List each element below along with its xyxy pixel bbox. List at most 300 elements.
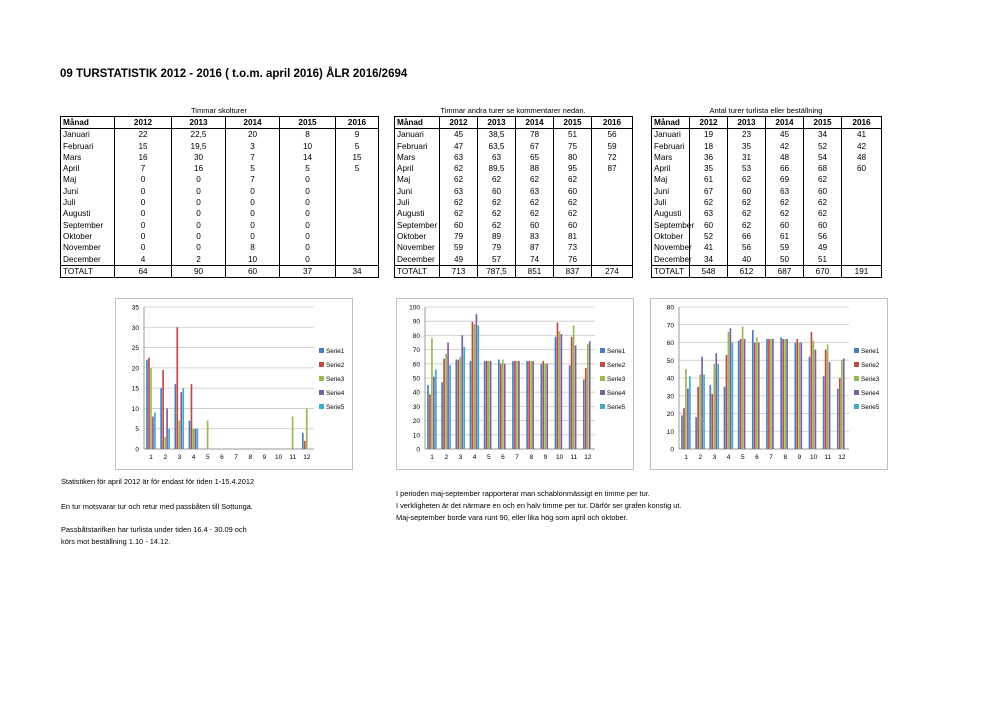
value-cell: 60 xyxy=(842,163,882,174)
total-label: TOTALT xyxy=(395,265,440,277)
value-cell: 22 xyxy=(115,129,172,141)
value-cell xyxy=(842,254,882,266)
value-cell: 62 xyxy=(516,197,554,208)
x-tick-label: 6 xyxy=(501,454,505,461)
total-row xyxy=(652,265,882,277)
value-cell: 50 xyxy=(766,254,804,266)
note-schablon: I perioden maj-september rapporterar man schablonmässigt en timme per tur. xyxy=(396,489,650,498)
bar xyxy=(532,361,534,449)
value-cell: 67 xyxy=(690,186,728,197)
legend-label: Serie5 xyxy=(326,404,345,411)
value-cell: 62 xyxy=(554,174,592,185)
value-cell: 30 xyxy=(172,152,226,163)
month-cell: Februari xyxy=(61,141,115,152)
chart-trip-count xyxy=(650,298,888,470)
legend-swatch xyxy=(854,390,859,395)
value-cell: 3 xyxy=(226,141,280,152)
total-value: 191 xyxy=(842,265,882,277)
bar xyxy=(292,417,294,449)
value-cell: 67 xyxy=(516,141,554,152)
value-cell: 0 xyxy=(226,231,280,242)
table-row xyxy=(61,186,379,197)
value-cell: 69 xyxy=(766,174,804,185)
month-cell: Juli xyxy=(61,197,115,208)
bar xyxy=(681,415,683,449)
column-header: Månad xyxy=(395,117,440,129)
month-cell: Juli xyxy=(652,197,690,208)
bar xyxy=(500,364,502,449)
column-header: 2016 xyxy=(592,117,633,129)
table-row xyxy=(652,242,882,253)
month-cell: Januari xyxy=(652,129,690,141)
column-header: 2016 xyxy=(336,117,379,129)
bar xyxy=(813,341,815,449)
value-cell: 23 xyxy=(728,129,766,141)
x-tick-label: 7 xyxy=(515,454,519,461)
column-header: 2014 xyxy=(766,117,804,129)
bar xyxy=(559,331,561,449)
table-row xyxy=(395,254,633,266)
value-cell: 45 xyxy=(440,129,478,141)
bar xyxy=(585,368,587,449)
value-cell: 72 xyxy=(592,152,633,163)
bar xyxy=(526,361,528,449)
y-tick-label: 60 xyxy=(412,361,420,369)
bar xyxy=(304,441,306,449)
legend-label: Serie3 xyxy=(861,376,880,383)
bar xyxy=(441,382,443,449)
value-cell: 0 xyxy=(115,186,172,197)
bar xyxy=(463,347,465,449)
bar xyxy=(502,360,504,449)
total-value: 274 xyxy=(592,265,633,277)
table-row xyxy=(395,152,633,163)
value-cell: 63 xyxy=(516,186,554,197)
value-cell xyxy=(592,254,633,266)
value-cell: 60 xyxy=(766,220,804,231)
table-row xyxy=(395,163,633,174)
legend-label: Serie2 xyxy=(326,362,345,369)
total-label: TOTALT xyxy=(61,265,115,277)
x-tick-label: 1 xyxy=(149,454,153,461)
legend-swatch xyxy=(319,376,324,381)
table-row xyxy=(395,129,633,141)
bar xyxy=(176,327,178,449)
value-cell: 0 xyxy=(115,231,172,242)
legend-swatch xyxy=(600,348,605,353)
table-row xyxy=(395,197,633,208)
value-cell: 66 xyxy=(728,231,766,242)
bar xyxy=(770,339,772,449)
table-row xyxy=(652,231,882,242)
value-cell: 42 xyxy=(766,141,804,152)
month-cell: September xyxy=(61,220,115,231)
value-cell: 61 xyxy=(690,174,728,185)
y-tick-label: 10 xyxy=(131,405,139,413)
bar xyxy=(717,364,719,449)
value-cell: 0 xyxy=(280,220,336,231)
bar xyxy=(555,337,557,449)
value-cell: 83 xyxy=(516,231,554,242)
value-cell: 54 xyxy=(804,152,842,163)
bar xyxy=(152,417,154,449)
chart-school-hours xyxy=(115,298,353,470)
x-tick-label: 2 xyxy=(163,454,168,461)
x-tick-label: 2 xyxy=(698,454,703,461)
month-cell: Mars xyxy=(395,152,440,163)
total-value: 687 xyxy=(766,265,804,277)
legend-swatch xyxy=(854,404,859,409)
value-cell: 0 xyxy=(115,174,172,185)
value-cell xyxy=(842,231,882,242)
value-cell: 34 xyxy=(804,129,842,141)
value-cell: 68 xyxy=(804,163,842,174)
column-header: Månad xyxy=(652,117,690,129)
bar xyxy=(571,337,573,449)
value-cell: 0 xyxy=(280,254,336,266)
bar xyxy=(766,339,768,449)
table-row xyxy=(652,152,882,163)
y-tick-label: 10 xyxy=(666,428,674,436)
month-cell: April xyxy=(652,163,690,174)
value-cell: 18 xyxy=(690,141,728,152)
month-cell: Augusti xyxy=(61,208,115,219)
bar xyxy=(150,368,152,449)
month-cell: November xyxy=(395,242,440,253)
value-cell: 60 xyxy=(478,186,516,197)
chart-svg xyxy=(116,299,352,469)
bar xyxy=(546,364,548,449)
value-cell: 81 xyxy=(554,231,592,242)
value-cell: 63 xyxy=(690,208,728,219)
column-header: 2012 xyxy=(115,117,172,129)
y-tick-label: 0 xyxy=(135,446,139,454)
month-cell: Januari xyxy=(395,129,440,141)
value-cell: 34 xyxy=(690,254,728,266)
bar xyxy=(768,339,770,449)
column-header: 2012 xyxy=(440,117,478,129)
value-cell: 63 xyxy=(766,186,804,197)
x-tick-label: 8 xyxy=(529,454,534,461)
x-tick-label: 3 xyxy=(458,454,463,461)
table-row xyxy=(652,220,882,231)
y-tick-label: 40 xyxy=(412,389,420,397)
value-cell: 7 xyxy=(115,163,172,174)
month-cell: Augusti xyxy=(395,208,440,219)
value-cell: 56 xyxy=(728,242,766,253)
bar xyxy=(193,429,195,449)
value-cell: 62 xyxy=(554,197,592,208)
bar xyxy=(715,353,717,449)
bar xyxy=(433,377,435,449)
value-cell: 62 xyxy=(728,197,766,208)
table-row xyxy=(61,254,379,266)
bar xyxy=(478,325,480,449)
value-cell: 7 xyxy=(226,174,280,185)
value-cell: 63 xyxy=(440,152,478,163)
value-cell: 62 xyxy=(804,208,842,219)
value-cell: 89 xyxy=(478,231,516,242)
y-tick-label: 80 xyxy=(666,304,674,312)
value-cell: 74 xyxy=(516,254,554,266)
total-value: 64 xyxy=(115,265,172,277)
bar xyxy=(443,359,445,449)
legend-label: Serie3 xyxy=(326,376,345,383)
value-cell: 52 xyxy=(690,231,728,242)
value-cell: 0 xyxy=(226,220,280,231)
month-cell: Januari xyxy=(61,129,115,141)
value-cell xyxy=(592,242,633,253)
bar xyxy=(164,437,166,449)
value-cell: 51 xyxy=(554,129,592,141)
bar xyxy=(796,339,798,449)
bar xyxy=(195,429,197,449)
table-row xyxy=(61,220,379,231)
column-header: Månad xyxy=(61,117,115,129)
value-cell: 0 xyxy=(280,242,336,253)
value-cell: 62 xyxy=(440,208,478,219)
bar xyxy=(182,388,184,449)
bar xyxy=(794,343,796,450)
x-tick-label: 11 xyxy=(289,454,297,461)
bar xyxy=(435,369,437,449)
value-cell: 62 xyxy=(516,174,554,185)
table-row xyxy=(652,163,882,174)
month-cell: Oktober xyxy=(61,231,115,242)
x-tick-label: 12 xyxy=(584,454,592,461)
column-header: 2012 xyxy=(690,117,728,129)
value-cell: 66 xyxy=(766,163,804,174)
bar xyxy=(197,429,199,449)
bar xyxy=(455,360,457,449)
value-cell xyxy=(592,197,633,208)
bar xyxy=(512,361,514,449)
legend-swatch xyxy=(319,404,324,409)
bar xyxy=(726,355,728,449)
y-tick-label: 80 xyxy=(412,332,420,340)
bar xyxy=(470,361,472,449)
bar xyxy=(703,374,705,449)
value-cell: 0 xyxy=(280,197,336,208)
value-cell: 79 xyxy=(478,242,516,253)
table-row xyxy=(652,208,882,219)
value-cell: 88 xyxy=(516,163,554,174)
x-tick-label: 1 xyxy=(430,454,434,461)
bar xyxy=(191,384,193,449)
month-cell: April xyxy=(61,163,115,174)
value-cell: 0 xyxy=(172,242,226,253)
value-cell: 57 xyxy=(478,254,516,266)
bar xyxy=(542,361,544,449)
column-header: 2014 xyxy=(226,117,280,129)
table-caption-trips: Antal turer turlista eller beställning xyxy=(709,106,823,115)
value-cell: 60 xyxy=(804,186,842,197)
table-row xyxy=(61,208,379,219)
month-cell: Oktober xyxy=(652,231,690,242)
bar xyxy=(752,330,754,449)
value-cell xyxy=(592,220,633,231)
x-tick-label: 8 xyxy=(783,454,788,461)
x-tick-label: 4 xyxy=(726,454,731,461)
value-cell: 5 xyxy=(336,163,379,174)
value-cell: 62 xyxy=(554,208,592,219)
value-cell: 4 xyxy=(115,254,172,266)
month-cell: Maj xyxy=(61,174,115,185)
value-cell: 0 xyxy=(226,186,280,197)
x-tick-label: 4 xyxy=(191,454,196,461)
table-row xyxy=(395,242,633,253)
table-row xyxy=(652,174,882,185)
table-caption-other: Timmar andra turer se kommentarer nedan. xyxy=(440,106,586,115)
bar xyxy=(829,362,831,449)
bar xyxy=(484,361,486,449)
value-cell xyxy=(842,242,882,253)
bar xyxy=(695,417,697,449)
total-row xyxy=(61,265,379,277)
column-header: 2015 xyxy=(280,117,336,129)
total-label: TOTALT xyxy=(652,265,690,277)
bar xyxy=(449,365,451,449)
x-tick-label: 2 xyxy=(444,454,449,461)
bar xyxy=(207,421,209,449)
bar xyxy=(809,357,811,449)
x-tick-label: 6 xyxy=(220,454,224,461)
table-row xyxy=(61,197,379,208)
month-cell: December xyxy=(652,254,690,266)
table-row xyxy=(61,129,379,141)
total-value: 787,5 xyxy=(478,265,516,277)
x-tick-label: 5 xyxy=(205,454,210,461)
value-cell: 62 xyxy=(728,220,766,231)
value-cell: 60 xyxy=(728,186,766,197)
value-cell: 20 xyxy=(226,129,280,141)
value-cell: 60 xyxy=(690,220,728,231)
value-cell: 49 xyxy=(440,254,478,266)
value-cell: 0 xyxy=(172,186,226,197)
y-tick-label: 90 xyxy=(412,318,420,326)
value-cell: 45 xyxy=(766,129,804,141)
y-tick-label: 20 xyxy=(131,365,139,373)
table-row xyxy=(61,242,379,253)
legend-label: Serie1 xyxy=(861,348,880,355)
table-row xyxy=(395,231,633,242)
total-value: 851 xyxy=(516,265,554,277)
value-cell: 0 xyxy=(226,208,280,219)
value-cell: 0 xyxy=(226,197,280,208)
bar xyxy=(431,338,433,449)
bar xyxy=(758,343,760,450)
table-trip-count xyxy=(651,116,882,278)
x-tick-label: 12 xyxy=(303,454,311,461)
table-school-hours xyxy=(60,116,379,278)
table-row xyxy=(61,141,379,152)
value-cell xyxy=(336,242,379,253)
bar xyxy=(189,421,191,449)
value-cell: 75 xyxy=(554,141,592,152)
value-cell: 15 xyxy=(115,141,172,152)
value-cell: 5 xyxy=(280,163,336,174)
table-row xyxy=(395,220,633,231)
value-cell: 0 xyxy=(280,208,336,219)
value-cell: 63 xyxy=(440,186,478,197)
value-cell xyxy=(336,220,379,231)
chart-svg xyxy=(397,299,633,469)
x-tick-label: 4 xyxy=(472,454,477,461)
month-cell: Oktober xyxy=(395,231,440,242)
bar xyxy=(798,343,800,450)
value-cell: 41 xyxy=(690,242,728,253)
bar xyxy=(148,358,150,449)
y-tick-label: 30 xyxy=(666,393,674,401)
x-tick-label: 9 xyxy=(543,454,548,461)
total-value: 60 xyxy=(226,265,280,277)
value-cell: 60 xyxy=(554,220,592,231)
bar xyxy=(685,369,687,449)
bar xyxy=(699,374,701,449)
bar xyxy=(724,387,726,449)
bar xyxy=(841,360,843,449)
bar xyxy=(697,387,699,449)
table-row xyxy=(652,129,882,141)
bar xyxy=(573,325,575,449)
value-cell: 60 xyxy=(440,220,478,231)
value-cell: 59 xyxy=(440,242,478,253)
value-cell: 52 xyxy=(804,141,842,152)
bar xyxy=(843,358,845,449)
total-row xyxy=(395,265,633,277)
table-row xyxy=(395,208,633,219)
value-cell: 35 xyxy=(728,141,766,152)
value-cell: 7 xyxy=(226,152,280,163)
legend-label: Serie2 xyxy=(607,362,626,369)
bar xyxy=(786,339,788,449)
bar xyxy=(306,408,308,449)
y-tick-label: 15 xyxy=(131,385,139,393)
bar xyxy=(180,392,182,449)
value-cell: 59 xyxy=(592,141,633,152)
month-cell: Maj xyxy=(652,174,690,185)
bar xyxy=(516,361,518,449)
value-cell xyxy=(336,231,379,242)
value-cell: 0 xyxy=(115,220,172,231)
value-cell xyxy=(336,197,379,208)
bar xyxy=(744,339,746,449)
month-cell: Februari xyxy=(395,141,440,152)
x-tick-label: 10 xyxy=(555,454,564,461)
document-title: 09 TURSTATISTIK 2012 - 2016 ( t.o.m. april 2016) ÅLR 2016/2694 xyxy=(60,68,408,80)
value-cell: 61 xyxy=(766,231,804,242)
legend-swatch xyxy=(319,390,324,395)
bar xyxy=(476,314,478,449)
y-tick-label: 30 xyxy=(131,324,139,332)
value-cell: 73 xyxy=(554,242,592,253)
legend-label: Serie4 xyxy=(607,390,626,397)
column-header: 2015 xyxy=(804,117,842,129)
bar xyxy=(701,357,703,449)
bar xyxy=(589,341,591,449)
x-tick-label: 12 xyxy=(838,454,846,461)
value-cell: 63 xyxy=(478,152,516,163)
bar xyxy=(800,343,802,450)
value-cell: 62 xyxy=(478,220,516,231)
y-tick-label: 20 xyxy=(412,418,420,426)
legend-swatch xyxy=(600,362,605,367)
table-row xyxy=(652,186,882,197)
bar xyxy=(474,324,476,449)
y-tick-label: 50 xyxy=(666,357,674,365)
value-cell: 40 xyxy=(728,254,766,266)
table-row xyxy=(61,231,379,242)
